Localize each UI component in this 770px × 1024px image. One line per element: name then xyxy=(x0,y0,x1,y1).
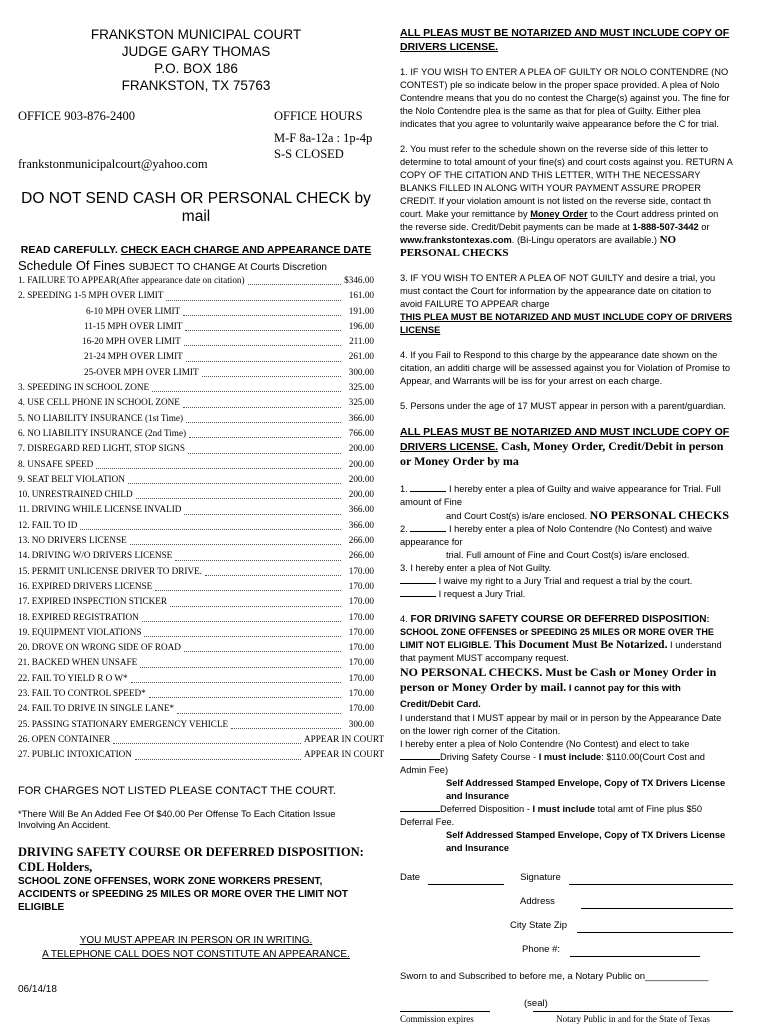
plea-option-2-cont: trial. Full amount of Fine and Court Cost(s) is/are enclosed. xyxy=(446,550,690,560)
city-field[interactable] xyxy=(577,922,733,933)
office-hours-weekend: S-S CLOSED xyxy=(274,147,344,161)
fine-row xyxy=(18,533,374,548)
fine-amount: 170.00 xyxy=(348,596,374,607)
po-box: P.O. BOX 186 xyxy=(154,61,238,76)
fine-charge-label: 14. DRIVING W/O DRIVERS LICENSE xyxy=(18,550,173,561)
jury-trial-blank[interactable] xyxy=(400,596,436,597)
waive-jury-text: I waive my right to a Jury Trial and request a trial by the court. xyxy=(436,576,693,586)
fine-charge-label: 2. SPEEDING 1-5 MPH OVER LIMIT xyxy=(18,290,164,301)
fine-row xyxy=(18,395,374,410)
fine-charge-label: 27. PUBLIC INTOXICATION xyxy=(18,749,132,760)
fine-amount: $346.00 xyxy=(344,275,374,285)
fine-row xyxy=(18,380,374,395)
fine-row xyxy=(18,732,385,747)
fine-amount: 161.00 xyxy=(348,290,374,301)
dot-leader xyxy=(140,656,341,668)
fine-row xyxy=(18,411,374,426)
fine-charge-label: 12. FAIL TO ID xyxy=(18,519,78,530)
fine-charge-label: 9. SEAT BELT VIOLATION xyxy=(18,473,125,484)
fine-charge-label: 21-24 MPH OVER LIMIT xyxy=(84,351,183,362)
fine-amount: 200.00 xyxy=(348,443,374,454)
appearance-line-1: YOU MUST APPEAR IN PERSON OR IN WRITING. xyxy=(79,934,313,946)
address-row xyxy=(400,895,733,909)
fine-row xyxy=(18,686,374,701)
dot-leader xyxy=(166,289,341,301)
schedule-title xyxy=(18,258,374,273)
date-signature-row xyxy=(400,871,733,885)
read-carefully-note xyxy=(18,244,374,256)
dsc-nolo-elect: I hereby enter a plea of Nolo Contendre (No Contest) and elect to take xyxy=(400,739,690,749)
fine-charge-label: 16. EXPIRED DRIVERS LICENSE xyxy=(18,580,153,591)
fine-amount: 266.00 xyxy=(348,550,374,561)
not-guilty-paragraph xyxy=(400,272,733,337)
plea-option-1-number: 1. xyxy=(400,484,408,494)
appearance-line-2: A TELEPHONE CALL DOES NOT CONSTITUTE AN APPEARANCE. xyxy=(42,948,350,960)
fine-row xyxy=(18,640,374,655)
fine-charge-label: 25-OVER MPH OVER LIMIT xyxy=(84,366,199,377)
dsc-no-personal-checks-text: NO PERSONAL CHECKS. Must be Cash or Money Order in person or Money Order by mail. xyxy=(400,665,717,694)
dot-leader xyxy=(183,304,341,316)
fine-amount: 211.00 xyxy=(349,336,374,347)
dsc-title: DRIVING SAFETY COURSE OR DEFERRED DISPOSITION: CDL Holders, xyxy=(18,844,364,874)
fine-charge-label: 13. NO DRIVERS LICENSE xyxy=(18,535,127,546)
phone-row xyxy=(400,943,733,957)
deferred-choice-row xyxy=(400,803,733,829)
plea-option-nolo xyxy=(400,523,733,562)
fine-row xyxy=(18,518,374,533)
dsc-choice-row xyxy=(400,751,733,777)
fine-row xyxy=(18,334,374,349)
payment-text-d: . (Bi-Lingu operators are available.) xyxy=(511,235,660,245)
fine-amount: 766.00 xyxy=(348,427,374,438)
plea-option-1-text: I hereby enter a plea of Guilty and waive appearance for Trial. Full amount of Fine xyxy=(400,484,721,507)
phone-field[interactable] xyxy=(570,946,700,957)
fine-row xyxy=(18,671,374,686)
fine-charge-label: 18. EXPIRED REGISTRATION xyxy=(18,611,139,622)
jury-trial-row xyxy=(400,588,733,601)
fine-row xyxy=(18,701,374,716)
dot-leader xyxy=(185,319,341,331)
fine-amount: APPEAR IN COURT xyxy=(304,733,385,744)
dot-leader xyxy=(170,595,341,607)
dsc-section-eligibility: : SCHOOL ZONE OFFENSES or SPEEDING 25 MILES OR MORE OVER THE LIMIT NOT ELIGIBLE. xyxy=(400,614,714,650)
office-hours-title: OFFICE HOURS xyxy=(274,109,363,123)
fine-charge-label: 23. FAIL TO CONTROL SPEED* xyxy=(18,688,146,699)
fine-row xyxy=(18,579,374,594)
dot-leader xyxy=(152,380,341,392)
dsc-notarized: This Document Must Be Notarized. xyxy=(494,639,668,651)
dsc-section xyxy=(400,613,733,751)
fine-charge-label: 5. NO LIABILITY INSURANCE (1st Time) xyxy=(18,412,184,423)
fine-amount: 366.00 xyxy=(348,412,374,423)
plea-options-notarize: ALL PLEAS MUST BE NOTARIZED AND MUST INCLUDE COPY OF DRIVERS LICENSE. xyxy=(400,426,730,453)
fine-charge-label: 15. PERMIT UNLICENSE DRIVER TO DRIVE. xyxy=(18,565,203,576)
appearance-note xyxy=(18,934,374,962)
dot-leader xyxy=(130,533,341,545)
fine-amount: 170.00 xyxy=(348,672,374,683)
fine-amount: 266.00 xyxy=(348,535,374,546)
fine-amount: 325.00 xyxy=(348,382,374,393)
fine-row xyxy=(18,594,374,609)
fine-amount: 200.00 xyxy=(348,458,374,469)
court-email: frankstonmunicipalcourt@yahoo.com xyxy=(18,157,208,171)
payment-text-a: 2. You must refer to the schedule shown on the reverse side of this letter to determine to total amount of your fine(s) and court costs against you. RETURN A COPY OF THE CITATION AND THIS LETTER, WITH THE NECESSARY BLANKS FILLED IN ALONG WITH YOUR PAYMENT ASSURE PROPER CREDIT. If your violation amount is not listed on the reverse side, contact th court. Make your remittance by xyxy=(400,144,733,219)
office-phone: OFFICE 903-876-2400 xyxy=(18,109,136,123)
date-label: Date xyxy=(400,872,421,883)
dsc-choice xyxy=(400,751,733,803)
contact-block xyxy=(18,108,374,172)
fine-amount: 170.00 xyxy=(348,626,374,637)
no-personal-checks-1: NO PERSONAL CHECKS xyxy=(400,234,677,259)
plea-guilty-paragraph: 1. IF YOU WISH TO ENTER A PLEA OF GUILTY OR NOLO CONTENDRE (NO CONTEST) ple so indicate below in the proper space provided. A plea of Nolo Contendre means that you do no contest the Charge(s) against you. The fine for the Nolo Contendre plea is the same as that for plea of Guilty. Either plea indicates that you agree to voluntarily waive appearance before the C for trial. xyxy=(400,67,730,129)
fine-row xyxy=(18,502,374,517)
dsc-choice-text-c: : $110.00(Court Cost and Admin Fee) xyxy=(400,752,705,775)
fine-row xyxy=(18,273,374,288)
fine-amount: APPEAR IN COURT xyxy=(304,749,385,760)
court-city: FRANKSTON, TX 75763 xyxy=(121,78,271,93)
office-hours xyxy=(274,108,374,172)
fine-amount: 325.00 xyxy=(348,397,374,408)
dsc-section-number: 4. xyxy=(400,614,408,624)
dot-leader xyxy=(155,579,341,591)
dot-leader xyxy=(188,442,341,454)
dsc-choice-text-a: Driving Safety Course - xyxy=(440,752,539,762)
fine-amount: 261.00 xyxy=(348,351,374,362)
revision-date: 06/14/18 xyxy=(18,983,57,995)
plea-options-heading xyxy=(400,425,733,469)
plea-option-1-cont xyxy=(400,509,733,523)
fine-row xyxy=(18,441,374,456)
dot-leader xyxy=(149,686,341,698)
fine-row xyxy=(18,472,374,487)
fine-amount: 170.00 xyxy=(348,580,374,591)
fine-charge-label: 10. UNRESTRAINED CHILD xyxy=(18,489,133,500)
dot-leader xyxy=(248,273,341,285)
fine-amount: 170.00 xyxy=(348,611,374,622)
plea-option-2-number: 2. xyxy=(400,524,408,534)
dot-leader xyxy=(189,426,341,438)
plea-guilty-blank[interactable] xyxy=(410,491,446,492)
plea-option-1-text-b: and Court Cost(s) is/are enclosed. xyxy=(446,511,590,521)
dsc-payment-note: I understand that payment MUST accompany request. xyxy=(400,640,722,663)
court-header xyxy=(18,26,374,94)
not-guilty-notarize: THIS PLEA MUST BE NOTARIZED AND MUST INCLUDE COPY OF DRIVERS LICENSE xyxy=(400,312,733,335)
fine-row xyxy=(18,548,374,563)
phone-label: Phone #: xyxy=(522,944,561,955)
fine-charge-label: 6-10 MPH OVER LIMIT xyxy=(86,305,181,316)
fine-charge-label: 19. EQUIPMENT VIOLATIONS xyxy=(18,626,142,637)
fine-charge-label: 17. EXPIRED INSPECTION STICKER xyxy=(18,596,168,607)
deferred-choice xyxy=(400,803,733,855)
accident-fee-note: *There Will Be An Added Fee Of $40.00 Per Offense To Each Citation Issue Involving An Accident. xyxy=(18,808,336,831)
payment-text-c: or xyxy=(698,222,710,232)
contact-left xyxy=(18,108,208,172)
fine-row xyxy=(18,747,385,762)
fine-row xyxy=(18,457,374,472)
schedule-title-text: Schedule Of Fines xyxy=(18,258,125,273)
fine-charge-label: 22. FAIL TO YIELD R O W* xyxy=(18,672,128,683)
fine-amount: 170.00 xyxy=(348,688,374,699)
dot-leader xyxy=(135,748,301,760)
right-column xyxy=(400,26,733,1024)
fine-charge-label: 6. NO LIABILITY INSURANCE (2nd Time) xyxy=(18,427,187,438)
dsc-choice-blank[interactable] xyxy=(400,759,440,760)
fine-row xyxy=(18,426,374,441)
fine-charge-label: 3. SPEEDING IN SCHOOL ZONE xyxy=(18,382,150,393)
fine-charge-label: 8. UNSAFE SPEED xyxy=(18,458,94,469)
fine-charge-label: 1. FAILURE TO APPEAR(After appearance date on citation) xyxy=(18,275,245,285)
dot-leader xyxy=(231,717,341,729)
fines-list xyxy=(18,273,385,763)
dsc-appearance-note: I understand that I MUST appear by mail or in person by the Appearance Date on the lower righ corner of the Citation. xyxy=(400,713,722,736)
fine-charge-label: 4. USE CELL PHONE IN SCHOOL ZONE xyxy=(18,397,180,408)
fine-amount: 300.00 xyxy=(348,366,374,377)
deferred-choice-text-a: Deferred Disposition - xyxy=(440,804,533,814)
signature-label: Signature xyxy=(520,872,561,883)
dsc-choice-requirements: Self Addressed Stamped Envelope, Copy of TX Drivers License and Insurance xyxy=(446,778,726,801)
plea-option-guilty xyxy=(400,483,733,523)
court-name: FRANKSTON MUNICIPAL COURT xyxy=(90,27,302,42)
fine-charge-label: 24. FAIL TO DRIVE IN SINGLE LANE* xyxy=(18,703,175,714)
office-hours-weekday: M-F 8a-12a : 1p-4p xyxy=(274,131,373,145)
waive-jury-blank[interactable] xyxy=(400,583,436,584)
fine-row xyxy=(18,487,374,502)
deferred-choice-requirements: Self Addressed Stamped Envelope, Copy of TX Drivers License and Insurance xyxy=(446,830,726,853)
dot-leader xyxy=(144,625,341,637)
plea-option-3-text: 3. I hereby enter a plea of Not Guilty. xyxy=(400,563,552,573)
cash-check-warning: DO NOT SEND CASH OR PERSONAL CHECK by mail xyxy=(21,190,371,225)
city-label: City State Zip xyxy=(510,920,568,931)
notary-public-label: Notary Public in and for the State of Texas xyxy=(533,1011,733,1024)
fine-amount: 200.00 xyxy=(348,489,374,500)
deferred-choice-text-b: I must include xyxy=(532,804,596,814)
dot-leader xyxy=(205,564,341,576)
fine-charge-label: 11. DRIVING WHILE LICENSE INVALID xyxy=(18,504,182,515)
dot-leader xyxy=(128,472,341,484)
judge-name: JUDGE GARY THOMAS xyxy=(121,44,271,59)
notary-signature-row xyxy=(400,1011,733,1024)
dsc-eligibility: SCHOOL ZONE OFFENSES, WORK ZONE WORKERS PRESENT, ACCIDENTS or SPEEDING 25 MILES OR MORE OVER THE LIMIT NOT ELIGIBLE xyxy=(18,875,349,913)
jury-trial-text: I request a Jury Trial. xyxy=(436,589,526,599)
dot-leader xyxy=(202,365,341,377)
fine-row xyxy=(18,365,374,380)
deferred-choice-blank[interactable] xyxy=(400,811,440,812)
dot-leader xyxy=(177,702,341,714)
under-17-paragraph: 5. Persons under the age of 17 MUST appear in person with a parent/guardian. xyxy=(400,401,726,411)
deferred-choice-text-c: total amt of Fine plus $50 Deferral Fee. xyxy=(400,804,702,827)
fine-amount: 366.00 xyxy=(348,504,374,515)
payment-phone: 1-888-507-3442 xyxy=(632,222,699,232)
fail-to-respond-paragraph: 4. If you Fail to Respond to this charge by the appearance date shown on the citation, an additi charge will be assessed against you for Violation of Promise to Appear, and Warrants will be iss for your arrest on each charge. xyxy=(400,350,731,386)
fine-amount: 191.00 xyxy=(348,305,374,316)
address-label: Address xyxy=(520,896,555,907)
dsc-choice-text-b: I must include xyxy=(538,752,602,762)
read-carefully-prefix: READ CAREFULLY. xyxy=(20,244,121,256)
not-guilty-text: 3. IF YOU WISH TO ENTER A PLEA OF NOT GUILTY and desire a trial, you must contact the Court for information by the appearance date on citation to avoid FAILURE TO APPEAR charge xyxy=(400,273,716,309)
notary-sworn: Sworn to and Subscribed to before me, a Notary Public on____________ xyxy=(400,971,709,982)
dot-leader xyxy=(175,549,341,561)
fine-charge-label: 25. PASSING STATIONARY EMERGENCY VEHICLE xyxy=(18,718,229,729)
commission-expires: Commission expires xyxy=(400,1011,490,1024)
dot-leader xyxy=(183,396,341,408)
dot-leader xyxy=(80,518,341,530)
dot-leader xyxy=(136,487,341,499)
dsc-no-card: I cannot pay for this with Credit/Debit Card. xyxy=(400,683,681,710)
date-field[interactable] xyxy=(428,874,504,885)
dot-leader xyxy=(113,732,301,744)
fine-charge-label: 26. OPEN CONTAINER xyxy=(18,733,111,744)
waive-jury-row xyxy=(400,575,733,588)
payment-text-b: to the Court address printed on the reverse side. Credit/Debit payments can be made at xyxy=(400,209,719,232)
dsc-no-personal-checks xyxy=(400,665,733,712)
fine-amount: 170.00 xyxy=(348,565,374,576)
fine-amount: 170.00 xyxy=(348,703,374,714)
fine-row xyxy=(18,610,374,625)
fine-amount: 200.00 xyxy=(348,473,374,484)
address-field[interactable] xyxy=(581,898,733,909)
plea-nolo-blank[interactable] xyxy=(410,531,446,532)
seal-label: (seal) xyxy=(524,998,548,1009)
dot-leader xyxy=(96,457,341,469)
fine-row xyxy=(18,717,374,732)
fine-row xyxy=(18,304,374,319)
fine-charge-label: 16-20 MPH OVER LIMIT xyxy=(82,336,181,347)
fine-amount: 170.00 xyxy=(348,642,374,653)
dot-leader xyxy=(186,411,341,423)
dsc-section-title: FOR DRIVING SAFETY COURSE OR DEFERRED DISPOSITION xyxy=(407,614,707,625)
payment-website: www.frankstontexas.com xyxy=(400,235,512,245)
dot-leader xyxy=(184,503,341,515)
fine-amount: 366.00 xyxy=(348,519,374,530)
dot-leader xyxy=(131,671,341,683)
dot-leader xyxy=(184,334,341,346)
dot-leader xyxy=(184,640,341,652)
fine-amount: 300.00 xyxy=(348,718,374,729)
fine-row xyxy=(18,349,374,364)
fine-row xyxy=(18,319,374,334)
charges-not-listed-note: FOR CHARGES NOT LISTED PLEASE CONTACT THE COURT. xyxy=(18,784,337,797)
fine-row xyxy=(18,625,374,640)
no-personal-checks-2: NO PERSONAL CHECKS xyxy=(589,508,730,522)
fine-amount: 170.00 xyxy=(348,657,374,668)
fine-charge-label: 7. DISREGARD RED LIGHT, STOP SIGNS xyxy=(18,443,186,454)
payment-methods: Cash, Money Order, Credit/Debit in person or Money Order by ma xyxy=(400,439,724,468)
fine-charge-label: 20. DROVE ON WRONG SIDE OF ROAD xyxy=(18,642,181,653)
schedule-subtitle: SUBJECT TO CHANGE At Courts Discretion xyxy=(128,262,327,273)
plea-option-not-guilty xyxy=(400,562,733,601)
fine-row xyxy=(18,655,374,670)
dot-leader xyxy=(142,610,341,622)
fine-charge-label: 21. BACKED WHEN UNSAFE xyxy=(18,657,138,668)
fine-row xyxy=(18,288,374,303)
read-carefully-underlined: CHECK EACH CHARGE AND APPEARANCE DATE xyxy=(120,244,372,256)
fine-charge-label: 11-15 MPH OVER LIMIT xyxy=(84,320,183,331)
plea-option-2-text: I hereby enter a plea of Nolo Contendre (No Contest) and waive appearance for xyxy=(400,524,712,547)
notarize-heading: ALL PLEAS MUST BE NOTARIZED AND MUST INCLUDE COPY OF DRIVERS LICENSE. xyxy=(400,27,730,53)
money-order-text: Money Order xyxy=(530,209,588,219)
fine-row xyxy=(18,564,374,579)
signature-field[interactable] xyxy=(569,874,733,885)
left-column xyxy=(18,26,385,995)
payment-paragraph xyxy=(400,143,733,260)
city-row xyxy=(400,919,733,933)
fine-amount: 196.00 xyxy=(348,320,374,331)
dot-leader xyxy=(186,350,341,362)
